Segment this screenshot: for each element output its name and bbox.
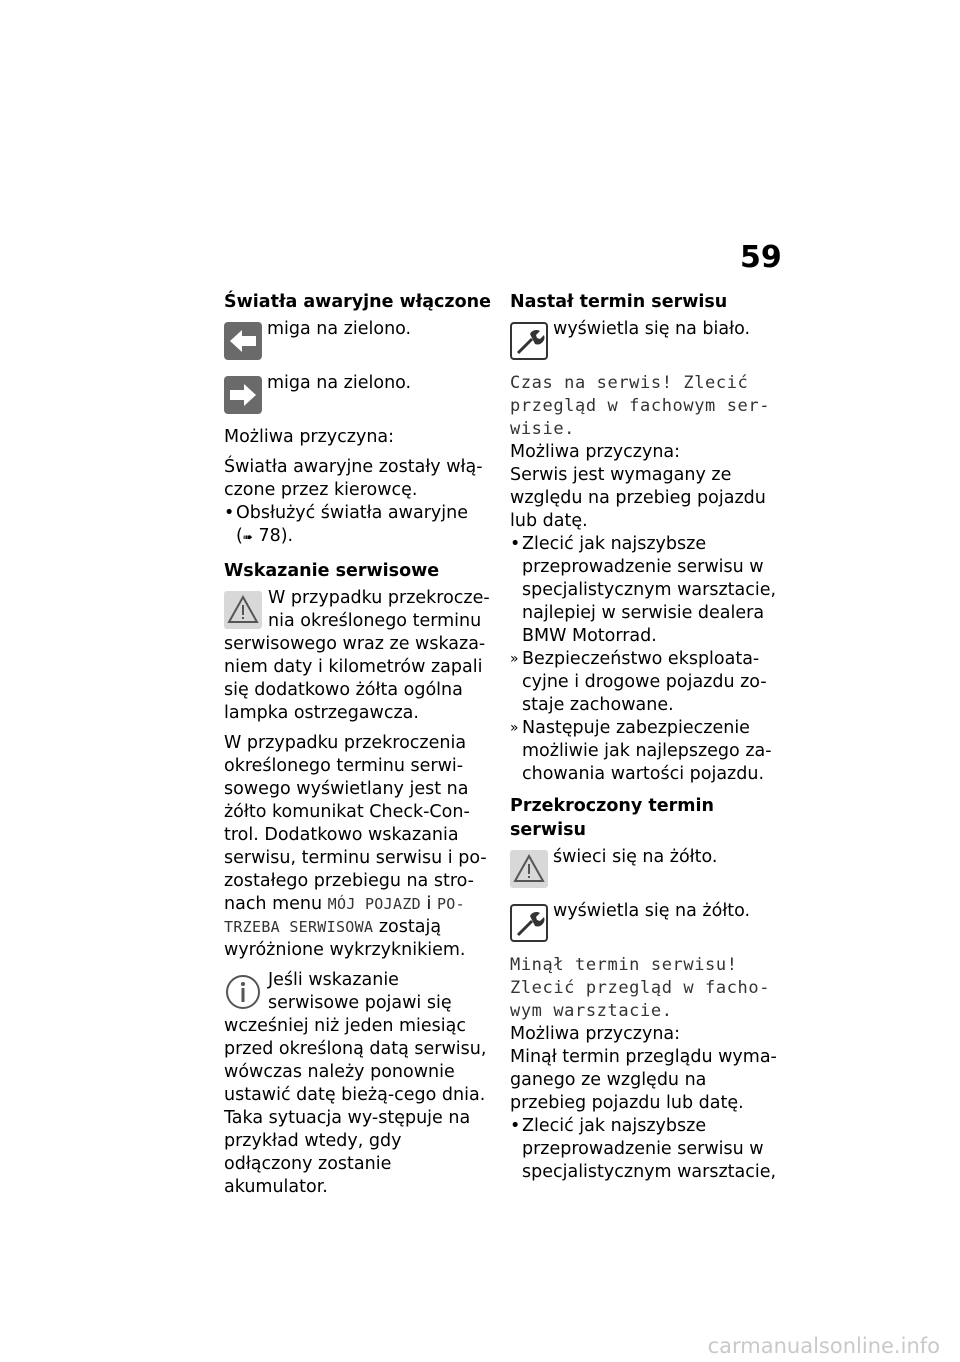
service-overdue-wrench-text: wyświetla się na żółto. bbox=[553, 901, 751, 921]
page-reference[interactable]: 78). bbox=[252, 526, 294, 546]
service-due-icon-text: wyświetla się na biało. bbox=[553, 319, 751, 339]
service-overdue-bullet bbox=[510, 1115, 782, 1184]
wrench-icon bbox=[510, 322, 548, 360]
service-due-bullet bbox=[510, 533, 782, 648]
result-marker: » bbox=[510, 651, 519, 667]
hazard-left-row bbox=[224, 318, 494, 364]
menu-service-need: PO-TRZEBA SERWISOWA bbox=[224, 895, 465, 936]
service-due-bullet-text: Zlecić jak najszybsze przeprowadzenie serwisu w specjalistycznym warsztacie, najlepiej w serwisie dealera BMW Motorrad. bbox=[522, 534, 777, 646]
para2-start: W przypadku przekroczenia określonego terminu serwi-sowego wyświetlany jest na żółto komunikat Check-Con-trol. Dodatkowo wskazania serwisu, terminu serwisu i po-zostałego przebiegu na stro-nach menu bbox=[224, 733, 487, 914]
turn-left-arrow-icon bbox=[224, 322, 262, 360]
service-overdue-warning-text: świeci się na żółto. bbox=[553, 847, 718, 867]
service-overdue-bullet-text: Zlecić jak najszybsze przeprowadzenie serwisu w specjalistycznym warsztacie, bbox=[522, 1116, 777, 1182]
hazard-bullet-text: Obsłużyć światła awaryjne bbox=[236, 503, 468, 523]
reference-arrow-icon: ➠ bbox=[242, 530, 253, 544]
service-overdue-message: Minął termin serwisu! Zlecić przegląd w facho-wym warsztacie. bbox=[510, 955, 771, 1021]
service-due-icon-row bbox=[510, 318, 782, 364]
wrench-icon bbox=[510, 904, 548, 942]
right-column bbox=[510, 290, 782, 1184]
service-due-heading: Nastał termin serwisu bbox=[510, 292, 728, 312]
info-note-text: Jeśli wskazanie serwisowe pojawi się wcześniej niż jeden miesiąc przed określoną datą serwisu, wówczas należy ponownie ustawić datę bieżą-cego dnia. Taka sytuacja wy-stępuje na przykład wtedy, gdy odłączony zostanie akumulator. bbox=[224, 970, 487, 1197]
hazard-right-row bbox=[224, 372, 494, 418]
hazard-heading: Światła awaryjne włączone bbox=[224, 292, 491, 312]
service-due-result2 bbox=[510, 717, 782, 786]
hazard-cause-text: Światła awaryjne zostały włą-czone przez kierowcę. bbox=[224, 457, 483, 500]
service-display-para1-text: W przypadku przekrocze-nia określonego terminu serwisowego wraz ze wskaza-niem daty i kilometrów zapali się dodatkowo żółta ogólna lampka ostrzegawcza. bbox=[224, 588, 490, 723]
hazard-bullet bbox=[224, 502, 494, 549]
hazard-cause-label: Możliwa przyczyna: bbox=[224, 427, 395, 447]
service-overdue-heading: Przekroczony termin serwisu bbox=[510, 796, 714, 840]
service-overdue-cause-text: Minął termin przeglądu wyma-ganego ze względu na przebieg pojazdu lub datę. bbox=[510, 1047, 777, 1113]
menu-my-vehicle: MÓJ POJAZD bbox=[327, 895, 421, 913]
service-overdue-cause-label: Możliwa przyczyna: bbox=[510, 1024, 681, 1044]
watermark: carmanualsonline.info bbox=[707, 1334, 940, 1358]
reference-open: ( bbox=[236, 526, 243, 546]
hazard-right-text: miga na zielono. bbox=[267, 373, 412, 393]
left-column bbox=[224, 290, 494, 1199]
service-due-message: Czas na serwis! Zlecić przegląd w fachowym ser-wisie. bbox=[510, 373, 771, 439]
service-due-cause-text: Serwis jest wymagany ze względu na przebieg pojazdu lub datę. bbox=[510, 465, 766, 531]
warning-triangle-icon bbox=[510, 850, 548, 888]
page-number: 59 bbox=[740, 240, 782, 275]
info-note bbox=[224, 969, 494, 1199]
service-overdue-wrench-row bbox=[510, 900, 782, 946]
result2-text: Następuje zabezpieczenie możliwie jak najlepszego za-chowania wartości pojazdu. bbox=[522, 718, 772, 784]
turn-right-arrow-icon bbox=[224, 376, 262, 414]
service-due-result1 bbox=[510, 648, 782, 717]
para2-end: zostają wyróżnione wykrzyknikiem. bbox=[224, 917, 466, 960]
result1-text: Bezpieczeństwo eksploata-cyjne i drogowe pojazdu zo-staje zachowane. bbox=[522, 649, 767, 715]
result-marker: » bbox=[510, 720, 519, 736]
service-overdue-warning-row bbox=[510, 846, 782, 892]
warning-triangle-icon bbox=[224, 591, 262, 629]
hazard-left-text: miga na zielono. bbox=[267, 319, 412, 339]
para2-and: i bbox=[420, 894, 437, 914]
info-icon bbox=[224, 973, 262, 1011]
service-due-cause-label: Możliwa przyczyna: bbox=[510, 442, 681, 462]
service-display-para1 bbox=[224, 587, 494, 725]
service-display-para2 bbox=[224, 732, 494, 962]
service-display-heading: Wskazanie serwisowe bbox=[224, 561, 440, 581]
